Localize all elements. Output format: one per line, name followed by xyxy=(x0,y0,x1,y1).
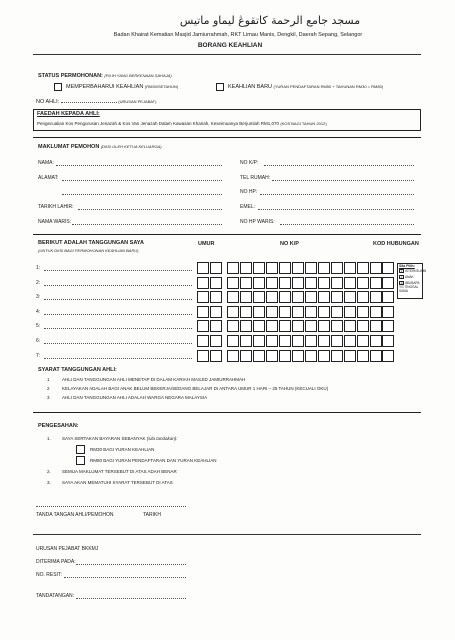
ic-digit-box[interactable] xyxy=(266,320,278,332)
ic-digit-box[interactable] xyxy=(253,277,265,289)
ic-digit-box[interactable] xyxy=(357,350,369,362)
ic-digit-box[interactable] xyxy=(370,262,382,274)
ic-digit-box[interactable] xyxy=(357,306,369,318)
legend-label-2: ANAK xyxy=(405,275,414,279)
email-line xyxy=(258,209,414,210)
ic-digit-box[interactable] xyxy=(279,262,291,274)
ic-digit-box[interactable] xyxy=(357,320,369,332)
renew-membership-checkbox[interactable] xyxy=(54,83,62,91)
email-field[interactable] xyxy=(240,204,255,210)
home-phone-label: TEL RUMAH: xyxy=(240,175,271,181)
ic-digit-box[interactable] xyxy=(331,320,343,332)
ic-digit-box[interactable] xyxy=(370,335,382,347)
birth-date-label: TARIKH LAHIR: xyxy=(38,204,74,210)
ic-digit-box[interactable] xyxy=(266,262,278,274)
ic-digit-box[interactable] xyxy=(240,306,252,318)
ic-digit-box[interactable] xyxy=(331,291,343,303)
email-label: EMEL: xyxy=(240,204,256,210)
benefits-description: Pengecualian Kos Pengurusan Jenazah & Kos Van Jenazah Dalam Kawasan Khariah, Keseimuanya Berjumlah RM1,070 xyxy=(37,121,280,126)
name-line xyxy=(56,165,222,166)
renew-membership-option xyxy=(66,84,178,90)
dependent-conditions-heading: SYARAT TANGGUNGAN AHLI: xyxy=(38,367,117,373)
ic-digit-box[interactable] xyxy=(253,306,265,318)
status-hint: (PILIH YANG BERKENAAN SAHAJA) xyxy=(104,73,172,78)
ic-digit-box[interactable] xyxy=(331,350,343,362)
dependents-heading: BERIKUT ADALAH TANGGUNGAN SAYA xyxy=(38,240,144,246)
applicant-info-note: (DIISI OLEH KETUA KELUARGA) xyxy=(100,144,162,149)
ic-digit-box[interactable] xyxy=(227,277,239,289)
ic-digit-box[interactable] xyxy=(292,335,304,347)
ic-digit-box[interactable] xyxy=(292,306,304,318)
ic-column-header: NO K/P xyxy=(280,241,299,247)
ic-digit-box[interactable] xyxy=(240,262,252,274)
relation-code-box[interactable] xyxy=(382,335,394,347)
ic-digit-box[interactable] xyxy=(279,320,291,332)
age-digit-box[interactable] xyxy=(197,350,209,362)
age-digit-box[interactable] xyxy=(210,262,222,274)
received-on-label: DITERIMA PADA: xyxy=(36,559,76,565)
ic-digit-box[interactable] xyxy=(370,291,382,303)
ic-digit-box[interactable] xyxy=(253,291,265,303)
dependent-name-line xyxy=(44,270,192,271)
new-membership-checkbox[interactable] xyxy=(216,83,224,91)
section-divider-3 xyxy=(33,412,421,413)
address-line-2 xyxy=(62,194,222,195)
status-label xyxy=(38,73,172,79)
relation-code-box[interactable] xyxy=(382,350,394,362)
ic-digit-box[interactable] xyxy=(266,306,278,318)
ic-digit-box[interactable] xyxy=(305,320,317,332)
ic-digit-box[interactable] xyxy=(292,320,304,332)
ic-digit-box[interactable] xyxy=(331,277,343,289)
ic-digit-box[interactable] xyxy=(318,262,330,274)
age-digit-box[interactable] xyxy=(210,350,222,362)
ic-digit-box[interactable] xyxy=(253,262,265,274)
legend-title: Sila Pilih: xyxy=(399,264,415,268)
member-number-note: (URUSAN PEJABAT) xyxy=(118,99,157,104)
ic-digit-box[interactable] xyxy=(240,350,252,362)
ic-digit-box[interactable] xyxy=(318,277,330,289)
member-number-label: NO AHLI: xyxy=(36,99,60,105)
dependent-row-number: 4: xyxy=(36,309,41,315)
form-title: BORANG KEAHLIAN xyxy=(197,42,263,49)
ic-digit-box[interactable] xyxy=(253,350,265,362)
benefits-text xyxy=(37,121,327,126)
ic-digit-box[interactable] xyxy=(331,306,343,318)
address-field[interactable] xyxy=(38,175,58,181)
renew-membership-label: MEMPERBAHARUI KEAHLIAN xyxy=(66,84,144,90)
ic-digit-box[interactable] xyxy=(344,320,356,332)
heir-phone-label: NO HP WARIS: xyxy=(240,219,275,225)
ic-digit-box[interactable] xyxy=(279,277,291,289)
pay-rm80-label: RM80 BAGI YURAN PENDAFTARAN DAN YURAN KEAHLIAN xyxy=(90,458,217,463)
relation-code-box[interactable] xyxy=(382,320,394,332)
dependent-name-line xyxy=(44,358,192,359)
ic-digit-box[interactable] xyxy=(318,291,330,303)
dependent-row-number: 3: xyxy=(36,294,41,300)
legend-item-3 xyxy=(399,281,423,294)
birth-date-field[interactable] xyxy=(38,204,73,210)
ic-digit-box[interactable] xyxy=(266,350,278,362)
section-divider-2 xyxy=(33,234,421,235)
ic-digit-box[interactable] xyxy=(331,335,343,347)
office-signature-label: TANDATANGAN: xyxy=(36,593,75,599)
confirmation-2-text: SEMUA MAKLUMAT TERSEBUT DI ATAS ADAH BENAR xyxy=(62,469,177,474)
ic-digit-box[interactable] xyxy=(305,291,317,303)
ic-digit-box[interactable] xyxy=(227,262,239,274)
ic-digit-box[interactable] xyxy=(305,350,317,362)
ic-digit-box[interactable] xyxy=(292,277,304,289)
ic-digit-box[interactable] xyxy=(344,335,356,347)
age-digit-box[interactable] xyxy=(210,306,222,318)
dependents-note: (UNTUK DIISI BAGI PERMOHONAN KEAHLIAN BARU) xyxy=(38,248,139,253)
ic-digit-box[interactable] xyxy=(357,291,369,303)
confirmation-1-num: 1. xyxy=(47,436,51,441)
heir-phone-field[interactable] xyxy=(240,219,275,225)
condition-2-text: KELAYAKAN ADALAH BAGI ANAK BELUM BEKERJA/SEDANG BELAJAR DI ANTARA UMUR 1 HARI – 25 TAHUN (KECUALI OKU) xyxy=(62,386,329,391)
legend-code-2: 2 xyxy=(400,275,403,280)
ic-digit-box[interactable] xyxy=(344,262,356,274)
ic-digit-box[interactable] xyxy=(370,350,382,362)
confirmation-2-num: 2. xyxy=(47,469,51,474)
ic-digit-box[interactable] xyxy=(305,306,317,318)
new-membership-label: KEAHLIAN BARU xyxy=(228,84,273,90)
section-divider-4 xyxy=(33,534,421,535)
dependent-name-line xyxy=(44,328,192,329)
condition-2-num: 2 xyxy=(47,386,50,391)
signature-label: TANDA TANGAN AHLI/PEMOHON xyxy=(36,512,114,518)
relation-code-box[interactable] xyxy=(382,262,394,274)
ic-digit-box[interactable] xyxy=(318,306,330,318)
age-digit-box[interactable] xyxy=(210,335,222,347)
ic-digit-box[interactable] xyxy=(279,306,291,318)
receipt-number-line xyxy=(64,577,186,578)
relation-code-box[interactable] xyxy=(382,277,394,289)
ic-digit-box[interactable] xyxy=(240,291,252,303)
benefits-title: FAEDAH KEPADA AHLI: xyxy=(37,111,100,117)
age-digit-box[interactable] xyxy=(197,306,209,318)
ic-digit-box[interactable] xyxy=(292,291,304,303)
receipt-number-label: NO. RESIT: xyxy=(36,572,62,578)
relation-code-box[interactable] xyxy=(382,291,394,303)
condition-1-num: 1 xyxy=(47,377,50,382)
ic-digit-box[interactable] xyxy=(240,320,252,332)
home-phone-field[interactable] xyxy=(240,175,270,181)
ic-digit-box[interactable] xyxy=(318,335,330,347)
ic-digit-box[interactable] xyxy=(370,277,382,289)
received-on-line xyxy=(76,564,186,565)
age-digit-box[interactable] xyxy=(197,291,209,303)
heir-name-line xyxy=(72,224,222,225)
mobile-phone-label: NO HP: xyxy=(240,189,258,195)
mobile-phone-field[interactable] xyxy=(240,189,257,195)
birth-date-line xyxy=(78,209,222,210)
dependent-name-line xyxy=(44,314,192,315)
ic-digit-box[interactable] xyxy=(266,291,278,303)
dependent-row-number: 5: xyxy=(36,323,41,329)
new-membership-note: (YURAN PENDAFTARAN RM50 + TAHUNAN RM30 = RM80) xyxy=(273,84,384,89)
ic-digit-box[interactable] xyxy=(279,335,291,347)
ic-digit-box[interactable] xyxy=(331,262,343,274)
ic-digit-box[interactable] xyxy=(344,350,356,362)
ic-digit-box[interactable] xyxy=(370,320,382,332)
payment-statement-note: (sila tandakan): xyxy=(146,436,178,441)
ic-digit-box[interactable] xyxy=(253,335,265,347)
legend-code-1: 1 xyxy=(400,269,403,274)
dependent-name-line xyxy=(44,285,192,286)
condition-3-num: 3 xyxy=(47,395,50,400)
ic-number-label: NO K/P: xyxy=(240,160,259,166)
pay-rm30-checkbox[interactable] xyxy=(76,445,85,454)
renew-membership-note: (RM30/SETAHUN) xyxy=(144,84,179,89)
legend-code-3: 3 xyxy=(400,281,403,286)
ic-digit-box[interactable] xyxy=(240,335,252,347)
ic-digit-box[interactable] xyxy=(266,277,278,289)
ic-digit-box[interactable] xyxy=(292,350,304,362)
ic-digit-box[interactable] xyxy=(227,320,239,332)
condition-1-text: AHLI DAN TANGGUNGAN AHLI MENETAP DI DALAM KARIAH MASJID JAMIURRAHMAH xyxy=(62,377,246,382)
confirmation-3-num: 3. xyxy=(47,480,51,485)
condition-3-text: AHLI DAN TANGGUNGAN AHLI ADALAH WARGA NEGARA MALAYSIA xyxy=(62,395,208,400)
ic-number-field[interactable] xyxy=(240,160,258,166)
dependent-row-number: 2: xyxy=(36,280,41,286)
pay-rm80-checkbox[interactable] xyxy=(76,456,85,465)
member-number-field[interactable] xyxy=(36,99,156,105)
ic-digit-box[interactable] xyxy=(318,350,330,362)
relation-code-column-header: KOD HUBUNGAN xyxy=(373,241,419,247)
ic-digit-box[interactable] xyxy=(344,306,356,318)
office-signature-field[interactable] xyxy=(36,593,74,599)
confirmation-1-text xyxy=(62,436,178,441)
date-label: TARIKH xyxy=(143,512,161,518)
ic-digit-box[interactable] xyxy=(227,291,239,303)
dependent-row-number: 1: xyxy=(36,265,41,271)
ic-digit-box[interactable] xyxy=(344,277,356,289)
ic-digit-box[interactable] xyxy=(227,350,239,362)
benefits-note: (KOS BAGI TAHUN 2012) xyxy=(280,121,327,126)
age-digit-box[interactable] xyxy=(197,320,209,332)
age-digit-box[interactable] xyxy=(210,320,222,332)
dependent-row-number: 6: xyxy=(36,338,41,344)
signature-line xyxy=(36,506,186,507)
ic-digit-box[interactable] xyxy=(357,262,369,274)
header-divider xyxy=(33,54,421,55)
address-line-1 xyxy=(62,180,222,181)
home-phone-line xyxy=(272,180,414,181)
legend-label-3: IBU/BAPA YG TINGGAL SAMA xyxy=(399,281,420,294)
ic-digit-box[interactable] xyxy=(227,306,239,318)
heir-name-label: NAMA WARIS: xyxy=(38,219,72,225)
new-membership-option xyxy=(228,84,383,90)
ic-digit-box[interactable] xyxy=(279,350,291,362)
ic-digit-box[interactable] xyxy=(227,335,239,347)
confirmation-heading: PENGESAHAN: xyxy=(38,423,79,429)
status-label-text: STATUS PERMOHONAN: xyxy=(38,73,103,79)
ic-digit-box[interactable] xyxy=(318,320,330,332)
ic-digit-box[interactable] xyxy=(240,277,252,289)
arabic-title: مسجد جامع الرحمة كاتقوڠ ليماو ماتيس xyxy=(179,14,361,27)
office-signature-line xyxy=(76,598,186,599)
section-divider-1 xyxy=(33,137,421,138)
ic-digit-box[interactable] xyxy=(305,262,317,274)
applicant-info-heading xyxy=(38,144,162,150)
age-digit-box[interactable] xyxy=(210,291,222,303)
ic-digit-box[interactable] xyxy=(279,291,291,303)
office-use-heading: URUSAN PEJABAT BKKMJ xyxy=(36,546,99,552)
applicant-info-title: MAKLUMAT PEMOHON xyxy=(38,144,100,150)
ic-digit-box[interactable] xyxy=(344,291,356,303)
age-digit-box[interactable] xyxy=(197,335,209,347)
ic-digit-box[interactable] xyxy=(357,277,369,289)
legend-item-2 xyxy=(399,275,414,279)
age-digit-box[interactable] xyxy=(197,277,209,289)
age-digit-box[interactable] xyxy=(197,262,209,274)
received-on-field[interactable] xyxy=(36,559,76,565)
ic-digit-box[interactable] xyxy=(266,335,278,347)
age-digit-box[interactable] xyxy=(210,277,222,289)
ic-digit-box[interactable] xyxy=(370,306,382,318)
confirmation-3-text: SAYA AKAN MEMATUHI SYARAT TERSEBUT DI ATAS xyxy=(62,480,173,485)
ic-digit-box[interactable] xyxy=(305,277,317,289)
name-field[interactable] xyxy=(38,160,54,166)
address-label: ALAMAT: xyxy=(38,175,59,181)
member-number-line xyxy=(61,99,117,103)
ic-digit-box[interactable] xyxy=(253,320,265,332)
ic-number-line xyxy=(264,165,414,166)
payment-statement: SAYA SERTAKAN BAYARAN SEBANYAK xyxy=(62,436,146,441)
ic-digit-box[interactable] xyxy=(292,262,304,274)
dependent-name-line xyxy=(44,299,192,300)
legend-label-1: ISTERI/SUAMI xyxy=(405,269,427,273)
age-column-header: UMUR xyxy=(198,241,215,247)
receipt-number-field[interactable] xyxy=(36,572,62,578)
heir-phone-line xyxy=(280,224,414,225)
name-label: NAMA: xyxy=(38,160,54,166)
ic-digit-box[interactable] xyxy=(357,335,369,347)
ic-digit-box[interactable] xyxy=(305,335,317,347)
dependent-row-number: 7: xyxy=(36,353,41,359)
dependent-name-line xyxy=(44,343,192,344)
legend-item-1 xyxy=(399,269,426,273)
mobile-phone-line xyxy=(260,194,414,195)
relation-code-box[interactable] xyxy=(382,306,394,318)
heir-name-field[interactable] xyxy=(38,219,71,225)
pay-rm30-label: RM30 BAGI YURAN KEAHLIAN xyxy=(90,447,155,452)
organisation-address: Badan Khairat Kematian Masjid Jamiurrahmah, RKT Limau Manis, Dengkil, Daerah Sepang, Selangor xyxy=(113,32,363,38)
